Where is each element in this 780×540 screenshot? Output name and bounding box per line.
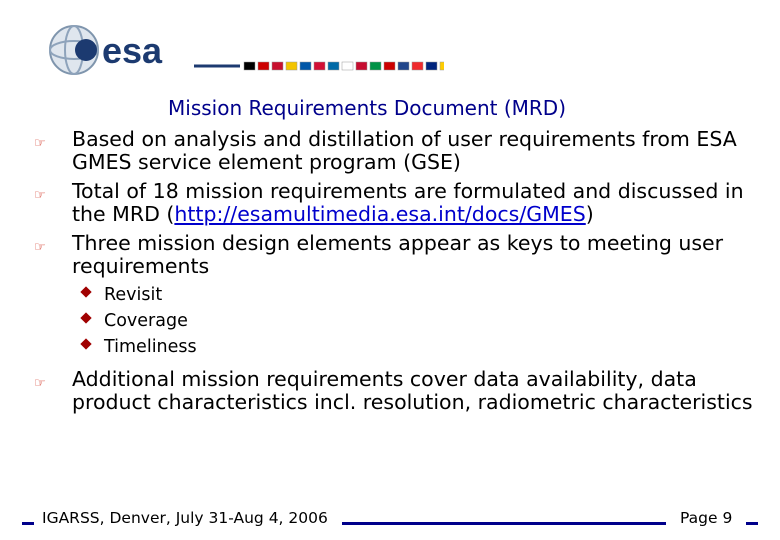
flag-icon xyxy=(272,62,283,70)
flag-icon xyxy=(300,62,311,70)
bullet-item: ☞ Based on analysis and distillation of user requirements from ESA GMES service element program (GSE) xyxy=(34,127,737,174)
flag-icon xyxy=(258,62,269,70)
flag-icon xyxy=(398,62,409,70)
bullet-item: ☞ Additional mission requirements cover data availability, data product characteristics incl. resolution, radiometric characteristics xyxy=(34,367,753,414)
flag-icon xyxy=(384,62,395,70)
pointing-hand-icon: ☞ xyxy=(34,188,46,203)
slide-title: Mission Requirements Document (MRD) xyxy=(168,96,567,120)
diamond-bullet-icon xyxy=(80,286,91,297)
footer-rule-middle xyxy=(342,522,666,525)
pointing-hand-icon: ☞ xyxy=(34,240,46,255)
footer xyxy=(0,506,780,536)
flag-icon xyxy=(440,62,444,70)
bullet-item: ☞ Total of 18 mission requirements are formulated and discussed in the MRD (http://esamultimedia.esa.int/docs/GMES) xyxy=(34,179,744,226)
flag-icon xyxy=(328,62,339,70)
esa-logo xyxy=(44,18,444,82)
flag-icon xyxy=(244,62,255,70)
page-number: Page 9 xyxy=(680,509,733,527)
flag-icon xyxy=(342,62,353,70)
flag-icon xyxy=(286,62,297,70)
footer-rule-left xyxy=(22,522,34,525)
diamond-bullet-icon xyxy=(80,312,91,323)
flag-icon xyxy=(370,62,381,70)
sub-item-revisit: Revisit xyxy=(58,282,758,308)
sub-list xyxy=(58,282,758,360)
sub-item-coverage: Coverage xyxy=(58,308,758,334)
bullet-item: ☞ Three mission design elements appear as keys to meeting user requirements xyxy=(34,231,724,278)
esa-emblem-icon xyxy=(50,26,98,74)
pointing-hand-icon: ☞ xyxy=(34,376,46,391)
bullet-list xyxy=(34,127,758,414)
flag-icon xyxy=(356,62,367,70)
member-flags xyxy=(244,62,444,70)
footer-rule-right xyxy=(746,522,758,525)
flag-icon xyxy=(314,62,325,70)
sub-item-timeliness: Timeliness xyxy=(58,334,758,360)
esa-wordmark: esa xyxy=(102,30,163,71)
flag-icon xyxy=(426,62,437,70)
gmes-link[interactable]: http://esamultimedia.esa.int/docs/GMES xyxy=(174,202,586,226)
pointing-hand-icon: ☞ xyxy=(34,136,46,151)
flag-icon xyxy=(412,62,423,70)
diamond-bullet-icon xyxy=(80,338,91,349)
footer-conference: IGARSS, Denver, July 31-Aug 4, 2006 xyxy=(42,509,328,527)
